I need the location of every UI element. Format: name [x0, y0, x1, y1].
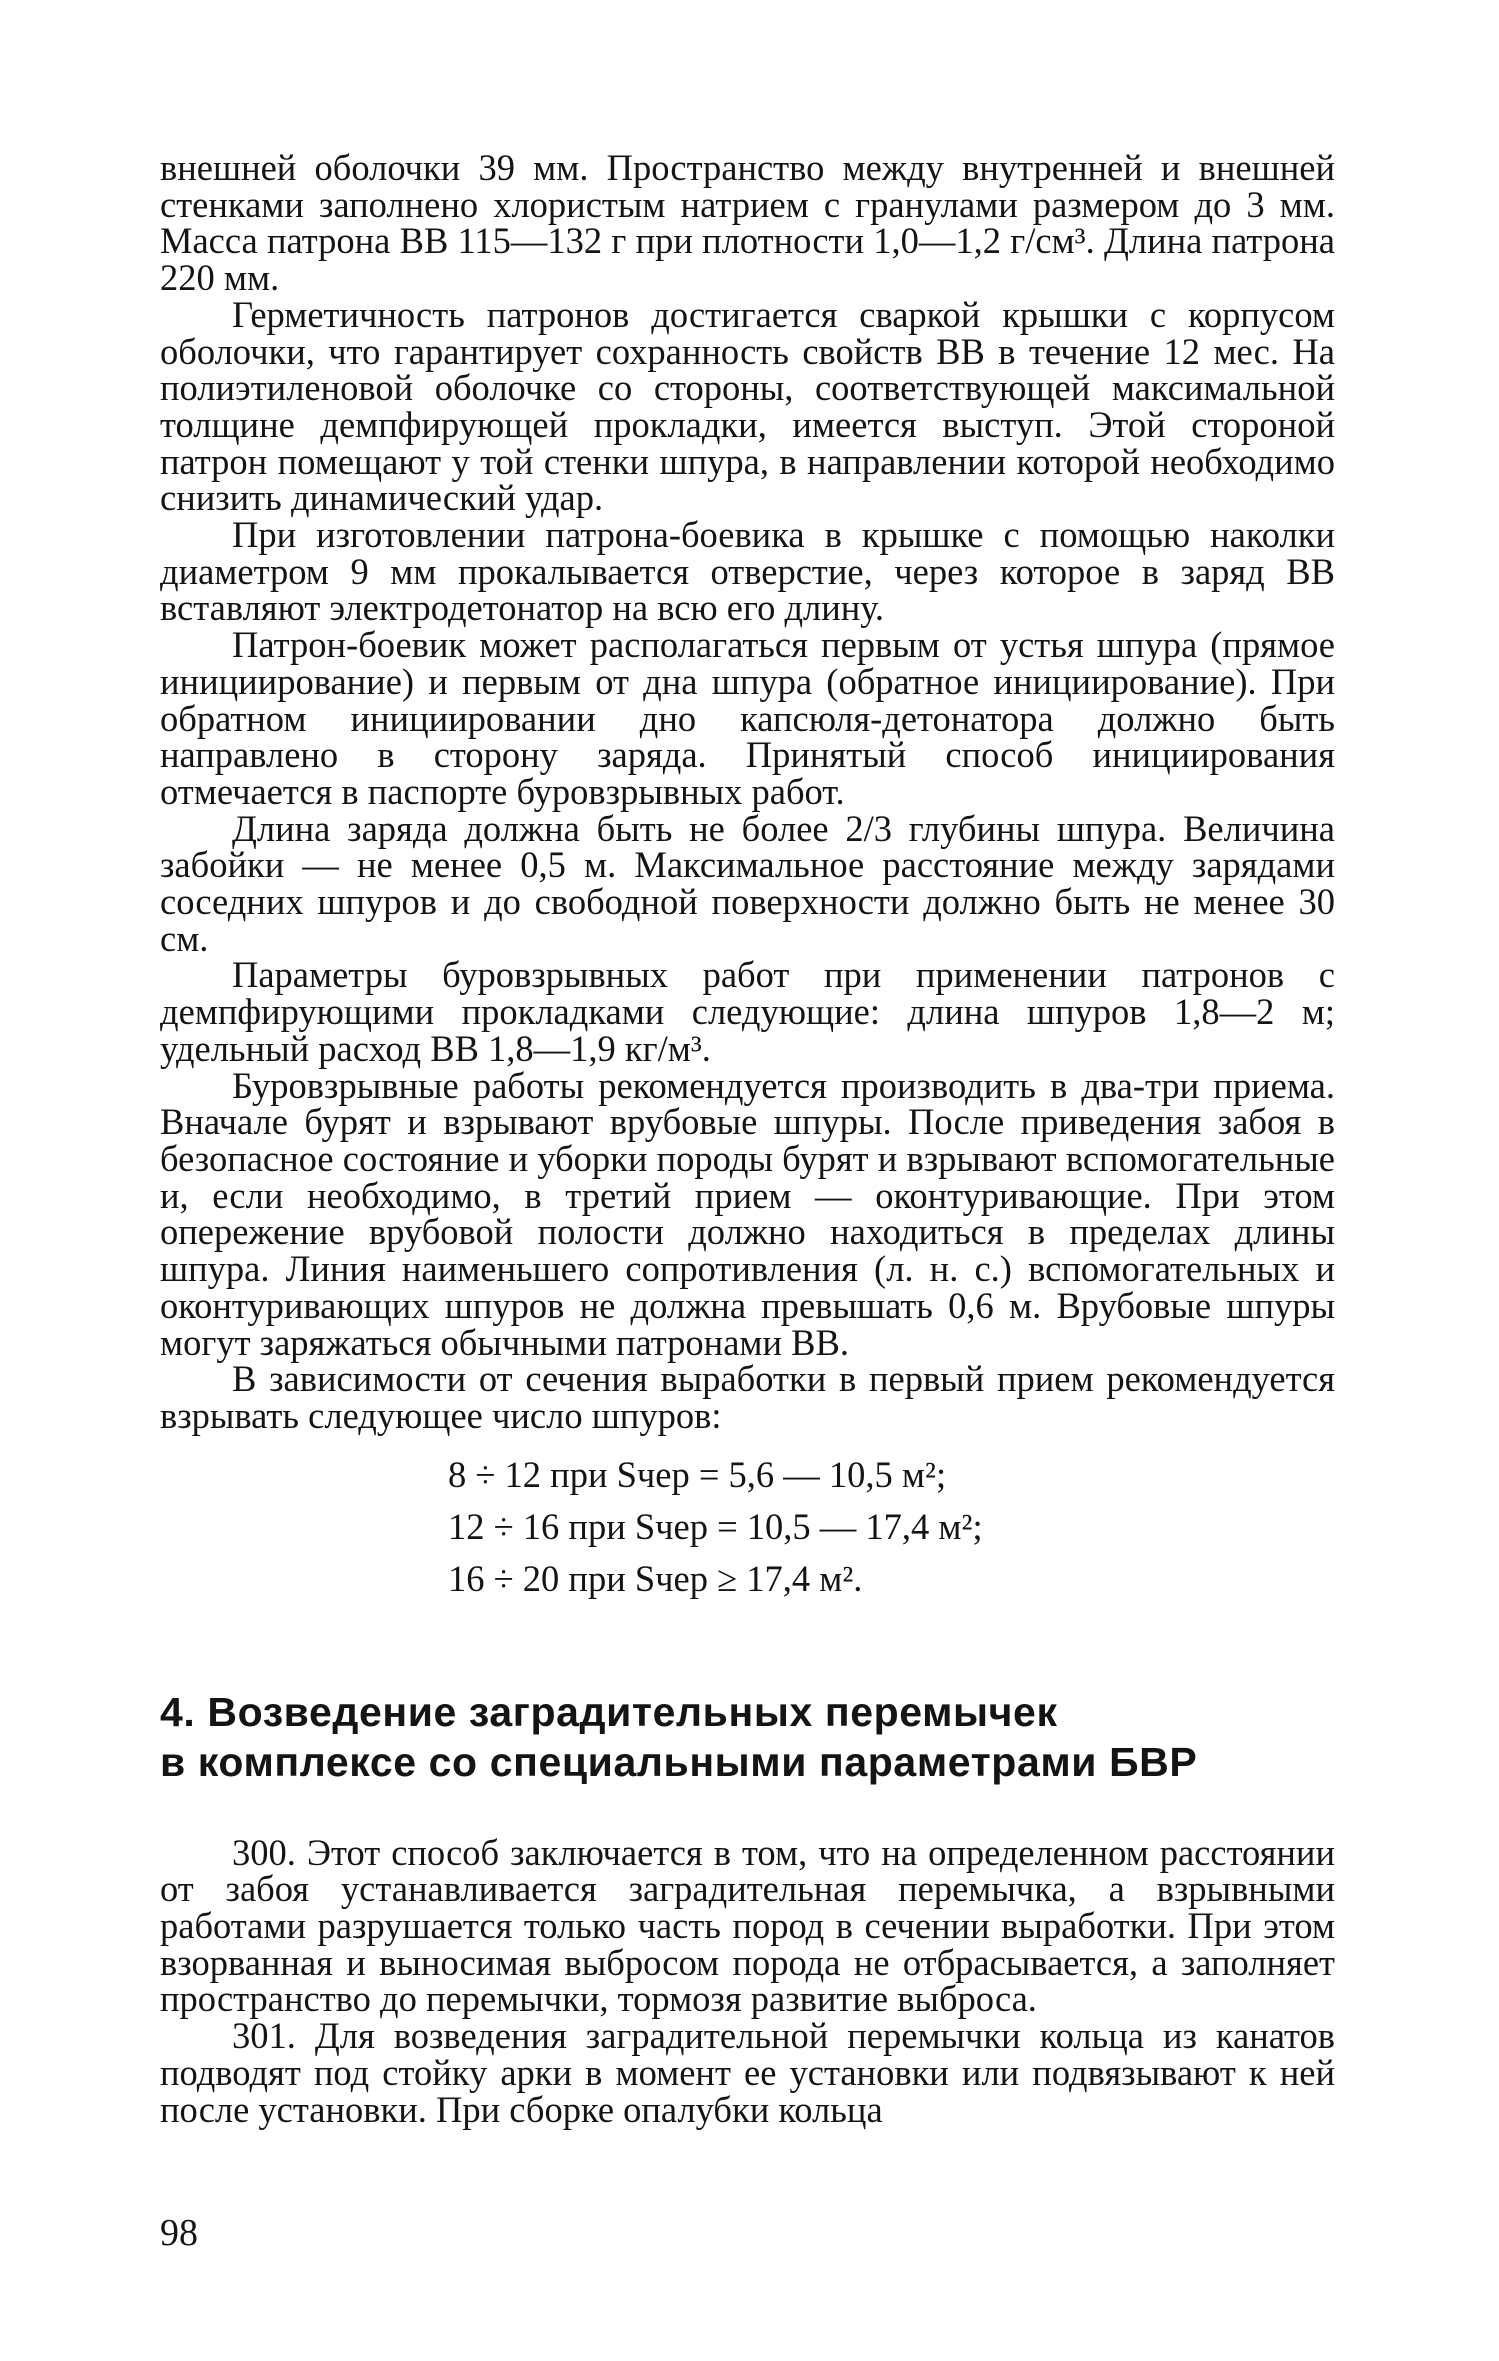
- formula-line: 16 ÷ 20 при Sчер ≥ 17,4 м².: [448, 1557, 863, 1599]
- section-heading-line: в комплексе со специальными параметрами БВР: [160, 1738, 1198, 1785]
- paragraph: Буровзрывные работы рекомендуется производить в два-три приема. Вначале бурят и взрывают врубовые шпуры. После приведения забоя в безопасное состояние и уборки породы бурят и взрывают вспомогательные и, если необходимо, в третий прием — оконтуривающие. При этом опережение врубовой полости должно находиться в пределах длины шпура. Линия наименьшего сопротивления (л. н. с.) вспомогательных и оконтуривающих шпуров не должна превышать 0,6 м. Врубовые шпуры могут заряжаться обычными патронами ВВ.: [160, 1064, 1335, 1363]
- formula-block: [160, 1449, 1335, 1605]
- formula-line: 12 ÷ 16 при Sчер = 10,5 — 17,4 м²;: [448, 1505, 983, 1547]
- paragraph: В зависимости от сечения выработки в первый прием рекомендуется взрывать следующее число шпуров:: [160, 1358, 1335, 1436]
- section-heading: [160, 1687, 1335, 1787]
- paragraph: Патрон-боевик может располагаться первым от устья шпура (прямое инициирование) и первым от дна шпура (обратное инициирование). При обратном инициировании дно капсюля-детонатора должно быть направлено в сторону заряда. Принятый способ инициирования отмечается в паспорте буровзрывных работ.: [160, 624, 1335, 812]
- paragraph: При изготовлении патрона-боевика в крышке с помощью наколки диаметром 9 мм прокалывается отверстие, через которое в заряд ВВ вставляют электродетонатор на всю его длину.: [160, 514, 1335, 629]
- paragraph: 301. Для возведения заградительной перемычки кольца из канатов подводят под стойку арки в момент ее установки или подвязывают к ней после установки. При сборке опалубки кольца: [160, 2015, 1335, 2130]
- paragraph: Параметры буровзрывных работ при применении патронов с демпфирующими прокладками следующие: длина шпуров 1,8—2 м; удельный расход ВВ 1,8—1,9 кг/м³.: [160, 954, 1335, 1069]
- paragraph: 300. Этот способ заключается в том, что на определенном расстоянии от забоя устанавливается заградительная перемычка, а взрывными работами разрушается только часть пород в сечении выработки. При этом взорванная и выносимая выбросом порода не отбрасывается, а заполняет пространство до перемычки, тормозя развитие выброса.: [160, 1831, 1335, 2020]
- page-body: [160, 147, 1335, 2130]
- section-heading-line: 4. Возведение заградительных перемычек: [160, 1688, 1058, 1735]
- paragraph: внешней оболочки 39 мм. Пространство между внутренней и внешней стенками заполнено хлористым натрием с гранулами размером до 3 мм. Масса патрона ВВ 115—132 г при плотности 1,0—1,2 г/см³. Длина патрона 220 мм.: [160, 147, 1335, 299]
- paragraph: Длина заряда должна быть не более 2/3 глубины шпура. Величина забойки — не менее 0,5 м. Максимальное расстояние между зарядами соседних шпуров и до свободной поверхности должно быть не менее 30 см.: [160, 807, 1335, 959]
- page-number: 98: [160, 2212, 198, 2254]
- formula-line: 8 ÷ 12 при Sчер = 5,6 — 10,5 м²;: [448, 1453, 947, 1495]
- paragraph: Герметичность патронов достигается сваркой крышки с корпусом оболочки, что гарантирует сохранность свойств ВВ в течение 12 мес. На полиэтиленовой оболочке со стороны, соответствующей максимальной толщине демпфирующей прокладки, имеется выступ. Этой стороной патрон помещают у той стенки шпура, в направлении которой необходимо снизить динамический удар.: [160, 293, 1335, 519]
